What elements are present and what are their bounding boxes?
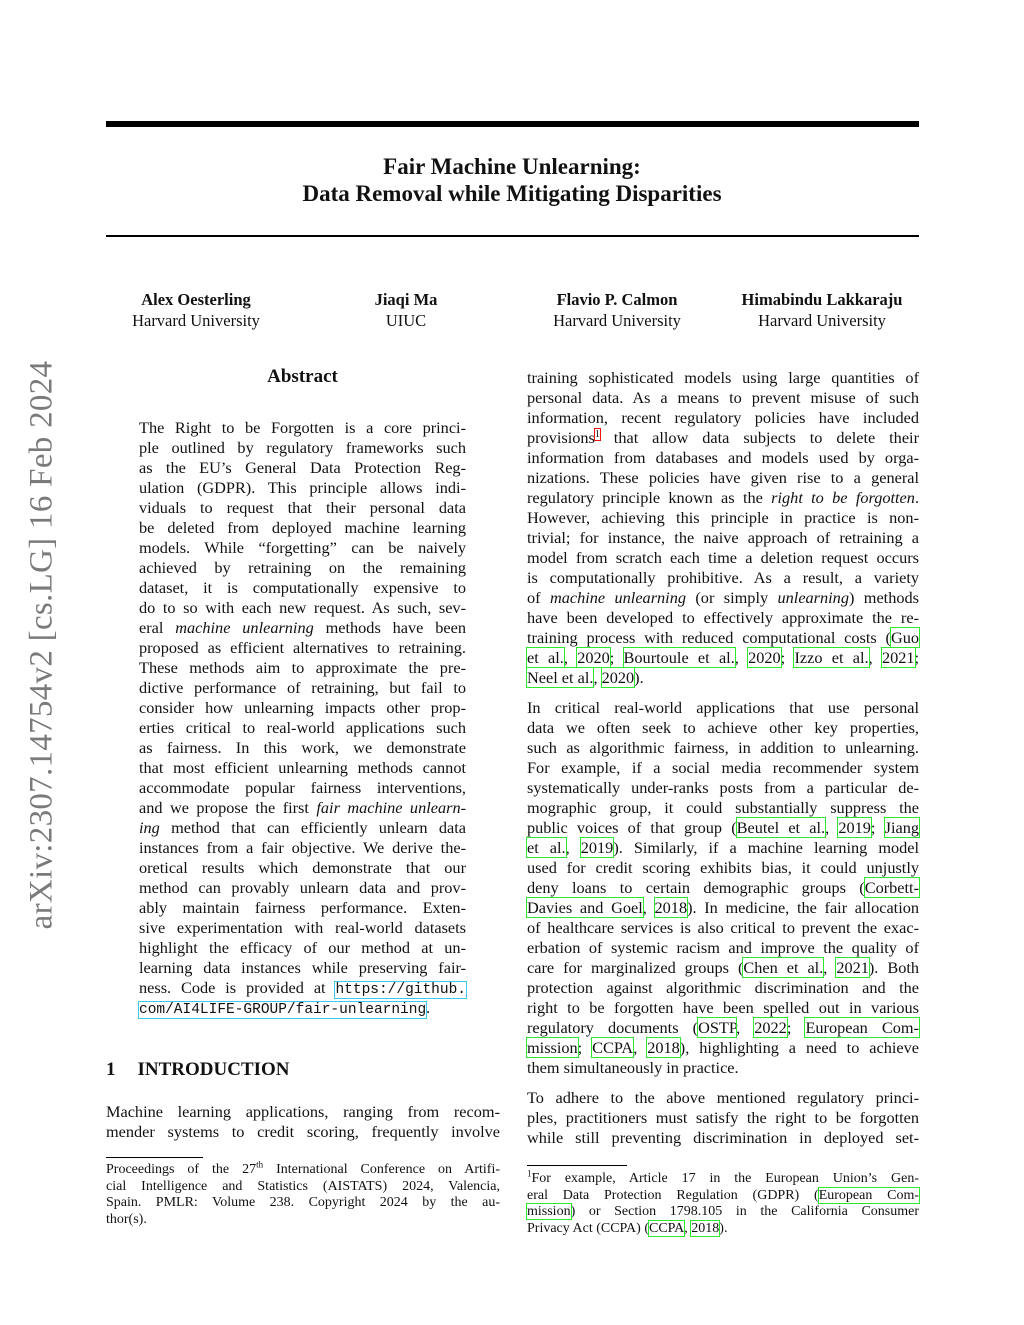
- text-line: [527, 648, 919, 668]
- text-line: [527, 468, 919, 488]
- text-run: consider how unlearning impacts other prop-: [139, 698, 466, 717]
- text-run: right to be forgotten have been spelled out in various: [527, 998, 919, 1017]
- author-affiliation: Harvard University: [132, 311, 260, 330]
- text-run: .: [426, 998, 431, 1017]
- text-run: sive experimentation with real-world datasets: [139, 918, 466, 937]
- text-run: To adhere to the above mentioned regulatory princi-: [527, 1088, 919, 1107]
- text-line: [527, 798, 919, 818]
- text-line: [527, 818, 919, 838]
- text-line: [527, 1088, 919, 1108]
- text-line: [139, 778, 466, 798]
- text-line: [139, 838, 466, 858]
- citation-link[interactable]: Neel et al.: [527, 668, 594, 687]
- text-run: achieved by retraining on the remaining: [139, 558, 466, 577]
- text-run: public voices of that group (: [527, 818, 737, 837]
- text-line: [106, 1159, 500, 1179]
- text-run: ). Both: [868, 958, 919, 977]
- text-run: For example, if a social media recommender system: [527, 758, 919, 777]
- text-line: [527, 368, 919, 388]
- citation-link[interactable]: 2020: [577, 648, 610, 667]
- author-name: Alex Oesterling: [141, 290, 251, 309]
- text-line: [106, 1122, 500, 1142]
- author-affiliation: Harvard University: [553, 311, 681, 330]
- text-run: viduals to request that their personal data: [139, 498, 466, 517]
- citation-link[interactable]: Davies and Goel: [527, 898, 643, 917]
- text-run: and we propose the first: [139, 798, 317, 817]
- text-run: ,: [868, 648, 882, 667]
- text-run: ,: [825, 818, 839, 837]
- text-run: that allow data subjects to delete their: [599, 428, 919, 447]
- text-line: [527, 608, 919, 628]
- text-run: method that can efficiently unlearn data: [159, 818, 466, 837]
- italic-text: right to be forgotten: [771, 488, 915, 507]
- text-run: ,: [633, 1038, 648, 1057]
- text-run: provisions: [527, 428, 595, 447]
- citation-link[interactable]: Jiang: [884, 818, 919, 837]
- text-run: of: [527, 588, 550, 607]
- text-line: [527, 718, 919, 738]
- citation-link[interactable]: 2018: [654, 898, 688, 917]
- text-run: is computationally prohibitive. As a result, a variety: [527, 568, 919, 587]
- citation-link[interactable]: 2020: [601, 668, 635, 687]
- citation-link[interactable]: European Com-: [818, 1187, 920, 1203]
- text-line: [139, 758, 466, 778]
- text-line: [139, 858, 466, 878]
- author-affiliation: Harvard University: [758, 311, 886, 330]
- text-run: ). Similarly, if a machine learning model: [613, 838, 920, 857]
- text-line: [139, 998, 466, 1018]
- text-line: [139, 638, 466, 658]
- text-run: ,: [734, 648, 749, 667]
- text-run: while still preventing discrimination in deployed set-: [527, 1128, 919, 1147]
- title-bottom-rule: [106, 235, 919, 237]
- author-3: [507, 289, 727, 331]
- text-run: For example, Article 17 in the European Union’s Gen-: [531, 1171, 919, 1186]
- text-line: [527, 838, 919, 858]
- text-run: ;: [780, 648, 795, 667]
- author-1: [86, 289, 306, 331]
- text-run: training sophisticated models using large quantities of: [527, 368, 919, 387]
- footnote-1: [527, 1168, 920, 1238]
- text-run: ) or Section 1798.105 in the California Consumer: [570, 1204, 919, 1220]
- text-run: method can provably unlearn data and prov-: [139, 878, 466, 897]
- text-line: [527, 758, 919, 778]
- text-line: [527, 1128, 919, 1148]
- citation-link[interactable]: Bourtoule et al.: [623, 648, 735, 667]
- paper-title-line-1: Fair Machine Unlearning:: [383, 154, 641, 179]
- text-line: [527, 1018, 919, 1038]
- author-name: Flavio P. Calmon: [556, 290, 678, 309]
- text-line: [139, 898, 466, 918]
- footnote-reference-link[interactable]: 1: [594, 428, 600, 440]
- text-run: thor(s).: [106, 1212, 147, 1228]
- text-run: ;: [609, 648, 624, 667]
- text-line: [527, 528, 919, 548]
- text-run: mographic group, it could substantially suppress the: [527, 798, 919, 817]
- superscript: th: [256, 1159, 264, 1170]
- citation-link[interactable]: Izzo et al.: [794, 648, 869, 667]
- text-line: [139, 918, 466, 938]
- arxiv-identifier-stamp: arXiv:2307.14754v2 [cs.LG] 16 Feb 2024: [23, 360, 60, 930]
- text-run: ,: [736, 1018, 755, 1037]
- top-thick-rule: [106, 121, 919, 127]
- italic-text: fair machine unlearn-: [316, 798, 467, 817]
- italic-text: ing: [139, 818, 160, 837]
- text-line: [139, 818, 466, 838]
- text-line: [106, 1102, 500, 1122]
- text-line: [527, 1108, 919, 1128]
- text-run: ably maintain fairness performance. Exten-: [139, 898, 466, 917]
- text-line: [527, 918, 919, 938]
- text-run: regulatory documents (: [527, 1018, 699, 1037]
- text-run: deny loans to certain demographic groups (: [527, 878, 865, 897]
- citation-link[interactable]: CCPA: [592, 1038, 634, 1057]
- text-run: (or simply: [685, 588, 778, 607]
- citation-link[interactable]: Corbett-: [864, 878, 919, 897]
- text-line: [527, 1221, 919, 1238]
- text-run: .: [914, 488, 920, 507]
- text-line: [527, 548, 919, 568]
- text-run: be deleted from deployed machine learning: [139, 518, 466, 537]
- text-line: [527, 858, 919, 878]
- text-run: ness. Code is provided at: [139, 978, 336, 997]
- text-line: [527, 1204, 919, 1221]
- text-run: ) methods: [848, 588, 919, 607]
- text-run: them simultaneously in practice.: [527, 1058, 739, 1077]
- italic-text: machine unlearning: [175, 618, 314, 637]
- text-line: [139, 598, 466, 618]
- citation-link[interactable]: mission: [527, 1038, 578, 1057]
- text-run: model from scratch each time a deletion request occurs: [527, 548, 919, 567]
- text-line: [527, 428, 919, 448]
- author-name: Jiaqi Ma: [374, 290, 438, 309]
- code-url-link[interactable]: https://github.: [335, 982, 466, 998]
- text-run: care for marginalized groups (: [527, 958, 744, 977]
- footnote-rule-right: [527, 1165, 627, 1166]
- section-title: INTRODUCTION: [137, 1059, 290, 1080]
- text-run: do to so with each new request. As such, sev-: [139, 598, 466, 617]
- text-line: [139, 698, 466, 718]
- introduction-body-left: [106, 1102, 500, 1142]
- author-4: [712, 289, 932, 331]
- citation-link[interactable]: Guo: [890, 628, 919, 647]
- citation-link[interactable]: 2021: [836, 958, 869, 977]
- text-line: [527, 388, 919, 408]
- citation-link[interactable]: 2021: [881, 648, 915, 667]
- text-run: ,: [642, 898, 655, 917]
- text-line: [139, 958, 466, 978]
- text-line: [106, 1212, 500, 1229]
- text-run: ).: [719, 1221, 728, 1237]
- italic-text: machine unlearning: [549, 588, 686, 607]
- text-line: [139, 498, 466, 518]
- text-run: ple outlined by regulatory frameworks such: [139, 438, 466, 457]
- text-line: [527, 588, 919, 608]
- text-line: [527, 508, 919, 528]
- footnote-rule-left: [106, 1157, 203, 1158]
- text-run: ,: [684, 1221, 692, 1237]
- text-run: ples, practitioners must satisfy the right to be forgotten: [527, 1108, 919, 1127]
- text-line: [139, 978, 466, 998]
- text-line: [527, 778, 919, 798]
- text-line: [139, 478, 466, 498]
- citation-link[interactable]: 2019: [580, 838, 614, 857]
- text-line: [527, 668, 919, 688]
- text-run: oretical results which demonstrate that our: [139, 858, 466, 877]
- citation-link[interactable]: Beutel et al.: [736, 818, 826, 837]
- text-run: ).: [634, 668, 644, 687]
- text-run: personal data. As a means to prevent misuse of such: [527, 388, 919, 407]
- abstract-body: [139, 418, 466, 1018]
- text-line: [527, 448, 919, 468]
- text-run: dictive performance of retraining, but fail to: [139, 678, 466, 697]
- introduction-paragraph-3: [527, 1088, 919, 1148]
- superscript: 1: [527, 1168, 532, 1179]
- citation-link[interactable]: mission: [527, 1204, 571, 1220]
- italic-text: unlearning: [777, 588, 849, 607]
- section-heading-introduction: [106, 1059, 290, 1081]
- text-run: protection against algorithmic discrimination and the: [527, 978, 919, 997]
- text-line: [139, 578, 466, 598]
- proceedings-footnote: [106, 1159, 500, 1229]
- text-run: as fairness. In this work, we demonstrate: [139, 738, 466, 757]
- text-run: Proceedings of the 27: [106, 1162, 257, 1177]
- text-run: ;: [577, 1038, 593, 1057]
- text-run: proposed as efficient alternatives to retraining.: [139, 638, 466, 657]
- introduction-paragraph-2: [527, 698, 919, 1078]
- text-run: information, recent regulatory policies have included: [527, 408, 919, 427]
- text-run: ), highlighting a need to achieve: [679, 1038, 919, 1057]
- text-line: [527, 878, 919, 898]
- text-run: The Right to be Forgotten is a core princi-: [139, 418, 466, 437]
- text-line: [139, 538, 466, 558]
- text-run: cial Intelligence and Statistics (AISTATS) 2024, Valencia,: [106, 1178, 500, 1194]
- citation-link[interactable]: 2022: [754, 1018, 787, 1037]
- text-run: such as algorithmic fairness, in addition to unlearning.: [527, 738, 919, 757]
- text-run: highlight the efficacy of our method at un-: [139, 938, 466, 957]
- text-line: [139, 438, 466, 458]
- text-run: trivial; for instance, the naive approach of retraining a: [527, 528, 919, 547]
- text-line: [106, 1179, 500, 1196]
- paper-title-line-2: Data Removal while Mitigating Disparities: [302, 181, 722, 206]
- text-line: [139, 558, 466, 578]
- text-run: erbation of systemic racism and improve the quality of: [527, 938, 919, 957]
- citation-link[interactable]: 2018: [647, 1038, 680, 1057]
- text-run: that most efficient unlearning methods cannot: [139, 758, 466, 777]
- text-line: [106, 1195, 500, 1212]
- text-run: erties critical to real-world applications such: [139, 718, 466, 737]
- text-run: mender systems to credit scoring, frequently involve: [106, 1122, 500, 1141]
- text-line: [139, 418, 466, 438]
- text-line: [527, 958, 919, 978]
- text-run: eral Data Protection Regulation (GDPR) (: [527, 1187, 819, 1203]
- author-affiliation: UIUC: [385, 311, 427, 330]
- text-line: [527, 938, 919, 958]
- text-run: dataset, it is computationally expensive to: [139, 578, 466, 597]
- text-line: [527, 738, 919, 758]
- text-run: systematically under-ranks posts from a particular de-: [527, 778, 919, 797]
- text-run: as the EU’s General Data Protection Reg-: [139, 458, 466, 477]
- citation-link[interactable]: CCPA: [648, 1221, 685, 1237]
- abstract-heading: Abstract: [267, 366, 338, 387]
- text-run: These methods aim to approximate the pre-: [139, 658, 466, 677]
- text-run: training process with reduced computational costs (: [527, 628, 891, 647]
- citation-link[interactable]: OSTP: [698, 1018, 737, 1037]
- text-run: have been developed to effectively approximate the re-: [527, 608, 919, 627]
- text-run: regulatory principle known as the: [527, 488, 772, 507]
- text-run: ). In medicine, the fair allocation: [687, 898, 920, 917]
- text-run: data we often seek to achieve other key properties,: [527, 718, 919, 737]
- text-line: [527, 1038, 919, 1058]
- text-run: ,: [593, 668, 602, 687]
- introduction-paragraph-1: [527, 368, 919, 688]
- author-name: Himabindu Lakkaraju: [741, 290, 903, 309]
- text-run: eral: [139, 618, 176, 637]
- text-line: [139, 458, 466, 478]
- text-run: ,: [565, 838, 581, 857]
- section-number: 1: [106, 1059, 116, 1080]
- text-run: information from databases and models used by orga-: [527, 448, 919, 467]
- text-line: [527, 568, 919, 588]
- text-line: [139, 938, 466, 958]
- text-run: ,: [823, 958, 837, 977]
- text-line: [527, 488, 919, 508]
- text-run: Privacy Act (CCPA) (: [527, 1221, 649, 1237]
- text-run: instances from a fair objective. We derive the-: [139, 838, 466, 857]
- code-url-link[interactable]: com/AI4LIFE-GROUP/fair-unlearning: [139, 1002, 427, 1018]
- text-line: [527, 898, 919, 918]
- text-line: [527, 1188, 919, 1205]
- citation-link[interactable]: 2019: [838, 818, 871, 837]
- citation-link[interactable]: 2018: [691, 1221, 720, 1237]
- text-run: of healthcare services is also critical to prevent the exac-: [527, 918, 919, 937]
- text-line: [139, 738, 466, 758]
- citation-link[interactable]: European Com-: [805, 1018, 919, 1037]
- text-line: [139, 658, 466, 678]
- text-run: nizations. These policies have given rise to a general: [527, 468, 919, 487]
- text-line: [139, 798, 466, 818]
- text-line: [527, 698, 919, 718]
- text-line: [139, 718, 466, 738]
- text-line: [527, 998, 919, 1018]
- text-line: [139, 518, 466, 538]
- text-line: [527, 628, 919, 648]
- citation-link[interactable]: et al.: [527, 648, 564, 667]
- citation-link[interactable]: et al.: [527, 838, 566, 857]
- text-run: ;: [786, 1018, 806, 1037]
- text-line: [139, 618, 466, 638]
- citation-link[interactable]: 2020: [748, 648, 781, 667]
- text-run: accommodate popular fairness interventions,: [139, 778, 466, 797]
- text-run: ;: [914, 648, 920, 667]
- text-line: [527, 1058, 919, 1078]
- text-line: [527, 1168, 919, 1188]
- text-line: [139, 678, 466, 698]
- text-run: models. While “forgetting” can be naively: [139, 538, 466, 557]
- text-run: ulation (GDPR). This principle allows indi-: [139, 478, 466, 497]
- text-line: [527, 408, 919, 428]
- text-line: [527, 978, 919, 998]
- citation-link[interactable]: Chen et al.: [743, 958, 824, 977]
- text-run: In critical real-world applications that use personal: [527, 698, 919, 717]
- text-run: However, achieving this principle in practice is non-: [527, 508, 919, 527]
- text-line: [139, 878, 466, 898]
- text-run: Machine learning applications, ranging from recom-: [106, 1102, 500, 1121]
- text-run: methods have been: [313, 618, 466, 637]
- text-run: learning data instances while preserving fair-: [139, 958, 466, 977]
- text-run: ;: [870, 818, 885, 837]
- text-run: ,: [563, 648, 578, 667]
- author-2: [296, 289, 516, 331]
- text-run: International Conference on Artifi-: [263, 1162, 500, 1177]
- text-run: Spain. PMLR: Volume 238. Copyright 2024 by the au-: [106, 1195, 500, 1211]
- text-run: used for credit scoring exhibits bias, it could unjustly: [527, 858, 919, 877]
